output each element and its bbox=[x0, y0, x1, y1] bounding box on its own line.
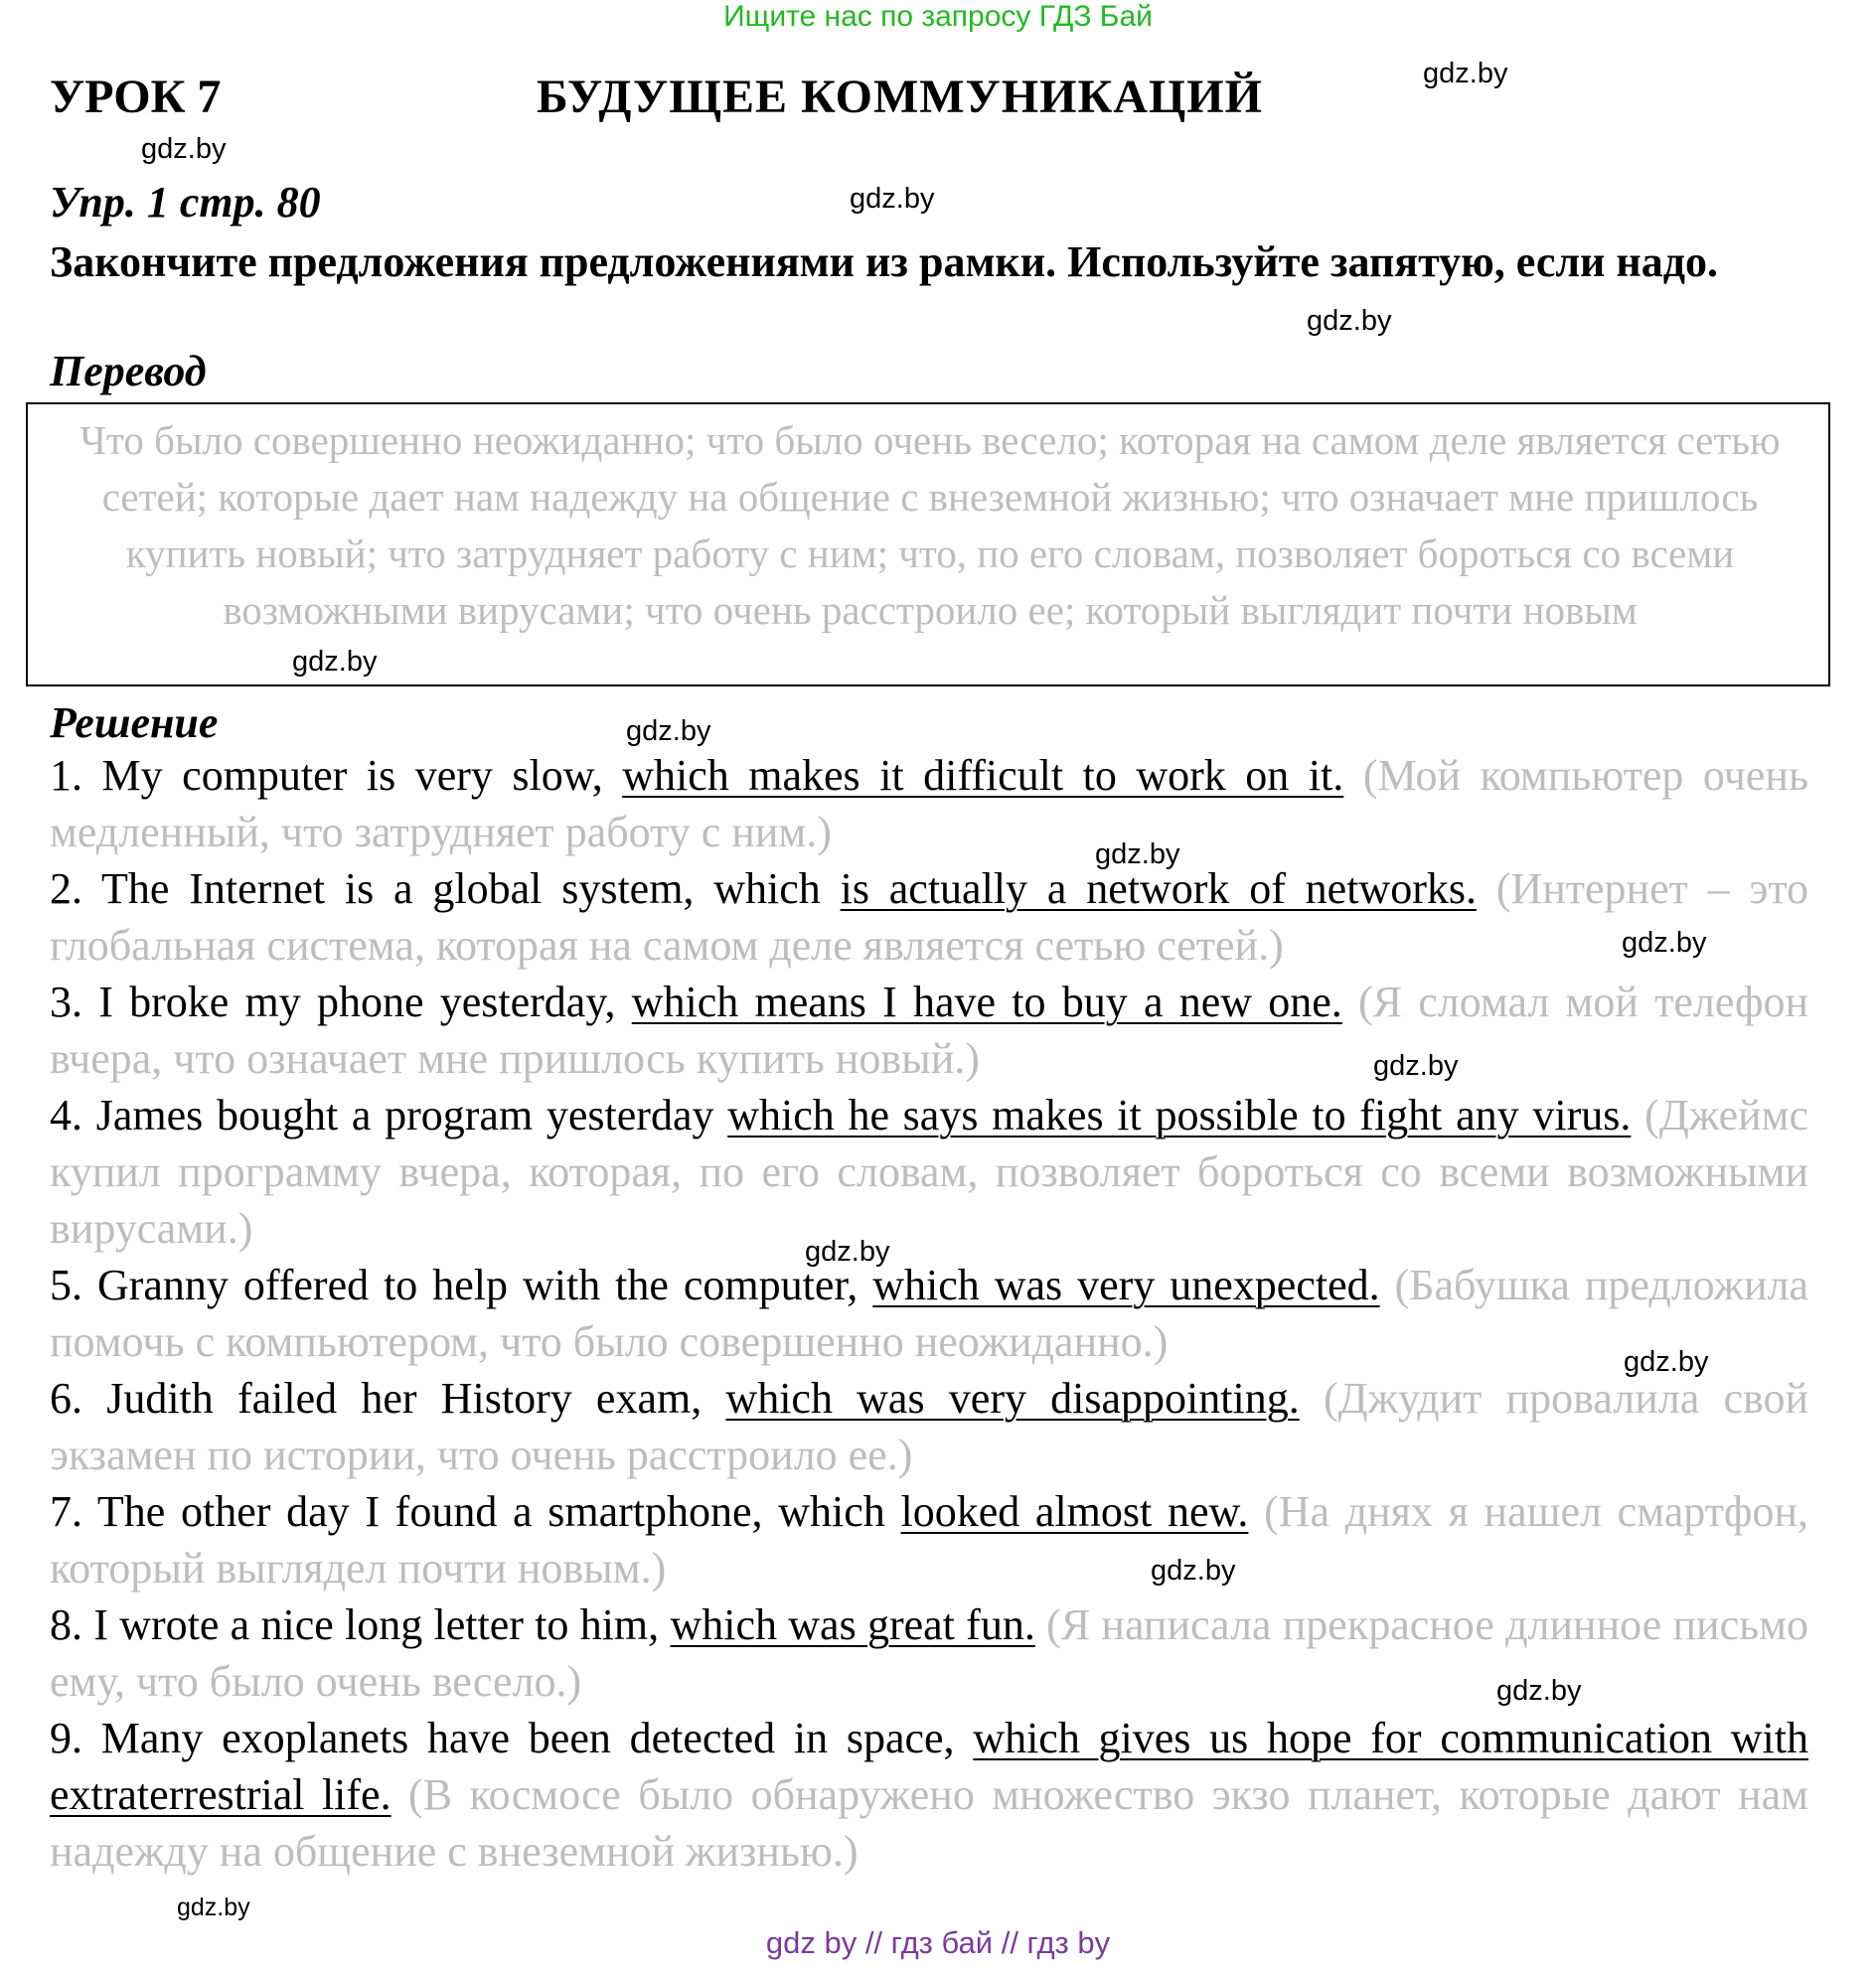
watermark: gdz.by bbox=[177, 1894, 250, 1921]
item-translation: (Я написала прекрасное длинное письмо ему, что было очень весело.) bbox=[50, 1600, 1809, 1706]
item-answer: which means I have to buy a new one. bbox=[631, 978, 1342, 1026]
item-answer: which makes it difficult to work on it. bbox=[622, 751, 1344, 800]
phrase-box bbox=[26, 402, 1830, 686]
item-answer: looked almost new. bbox=[900, 1487, 1249, 1536]
item-sentence-start: The Internet is a global system, which bbox=[101, 864, 821, 913]
item-answer: which he says makes it possible to fight any virus. bbox=[727, 1091, 1632, 1139]
watermark: gdz.by bbox=[850, 183, 935, 215]
exercise-reference: Упр. 1 стр. 80 bbox=[50, 178, 321, 227]
item-number: 8. bbox=[50, 1600, 82, 1649]
item-answer: is actually a network of networks. bbox=[840, 864, 1477, 913]
solution-item bbox=[50, 1370, 1808, 1483]
item-translation: (Интернет – это глобальная система, которая на самом деле является сетью сетей.) bbox=[50, 864, 1809, 970]
item-translation: (Мой компьютер очень медленный, что затрудняет работу с ним.) bbox=[50, 751, 1809, 856]
footer-links: gdz by // гдз бай // гдз by bbox=[765, 1925, 1111, 1960]
solution-item bbox=[50, 747, 1808, 860]
lesson-title: БУДУЩЕЕ КОММУНИКАЦИЙ bbox=[537, 71, 1263, 123]
item-translation: (На днях я нашел смартфон, который выглядел почти новым.) bbox=[50, 1487, 1808, 1593]
item-number: 1. bbox=[50, 751, 82, 800]
watermark: gdz.by bbox=[292, 646, 378, 678]
solution-item bbox=[50, 974, 1808, 1087]
watermark: gdz.by bbox=[626, 715, 711, 747]
item-translation: (Бабушка предложила помочь с компьютером, что было совершенно неожиданно.) bbox=[50, 1261, 1809, 1366]
item-number: 7. bbox=[50, 1487, 82, 1536]
item-translation: (Я сломал мой телефон вчера, что означает мне пришлось купить новый.) bbox=[50, 978, 1809, 1083]
item-number: 3. bbox=[50, 978, 82, 1026]
item-sentence-start: I wrote a nice long letter to him, bbox=[93, 1600, 660, 1649]
item-number: 4. bbox=[50, 1091, 82, 1139]
solution-item bbox=[50, 1257, 1808, 1370]
watermark: gdz.by bbox=[1496, 1675, 1582, 1707]
item-sentence-start: My computer is very slow, bbox=[101, 751, 603, 800]
item-translation: (Джудит провалила свой экзамен по истории, что очень расстроило ее.) bbox=[50, 1374, 1808, 1479]
item-sentence-start: Judith failed her History exam, bbox=[106, 1374, 703, 1423]
item-sentence-start: James bought a program yesterday bbox=[95, 1091, 714, 1139]
item-number: 5. bbox=[50, 1261, 82, 1309]
watermark: gdz.by bbox=[1095, 838, 1180, 870]
item-number: 9. bbox=[50, 1714, 82, 1762]
translation-heading: Перевод bbox=[50, 347, 207, 395]
item-sentence-start: Many exoplanets have been detected in space, bbox=[100, 1714, 955, 1762]
watermark: gdz.by bbox=[1624, 1346, 1709, 1378]
watermark: gdz.by bbox=[1373, 1050, 1459, 1082]
watermark: gdz.by bbox=[1423, 58, 1508, 89]
phrase-box-text: Что было совершенно неожиданно; что было очень весело; которая на самом деле является сетью сетей; которые дает нам надежду на общение с внеземной жизнью; что означает мне пришлось купить новый; что затрудняет работу с ним; что, по его словам, позволяет бороться со всеми возможными вирусами; что очень расстроило ее; который выглядит почти новым bbox=[79, 417, 1781, 633]
solution-item bbox=[50, 860, 1808, 974]
item-number: 2. bbox=[50, 864, 82, 913]
watermark: gdz.by bbox=[1307, 305, 1392, 337]
solution-list bbox=[50, 747, 1808, 1880]
item-answer: which was very disappointing. bbox=[725, 1374, 1300, 1423]
solution-item bbox=[50, 1483, 1808, 1596]
item-translation: (В космосе было обнаружено множество экзо планет, которые дают нам надежду на общение с внеземной жизнью.) bbox=[50, 1770, 1808, 1876]
solution-item bbox=[50, 1710, 1808, 1880]
item-answer: which was great fun. bbox=[670, 1600, 1035, 1649]
item-sentence-start: The other day I found a smartphone, which bbox=[96, 1487, 885, 1536]
item-number: 6. bbox=[50, 1374, 82, 1423]
watermark: gdz.by bbox=[1622, 927, 1707, 959]
item-answer: which was very unexpected. bbox=[872, 1261, 1380, 1309]
watermark: gdz.by bbox=[805, 1236, 890, 1268]
top-banner: Ищите нас по запросу ГДЗ Бай bbox=[723, 0, 1153, 33]
item-sentence-start: Granny offered to help with the computer, bbox=[96, 1261, 859, 1309]
solution-item bbox=[50, 1087, 1808, 1257]
watermark: gdz.by bbox=[141, 133, 227, 165]
exercise-instruction: Закончите предложения предложениями из рамки. Используйте запятую, если надо. bbox=[50, 237, 1719, 286]
lesson-number: УРОК 7 bbox=[50, 71, 222, 123]
item-sentence-start: I broke my phone yesterday, bbox=[98, 978, 616, 1026]
solution-heading: Решение bbox=[50, 698, 219, 747]
watermark: gdz.by bbox=[1151, 1555, 1236, 1587]
item-answer: which gives us hope for communication with extraterrestrial life. bbox=[50, 1714, 1808, 1819]
item-translation: (Джеймс купил программу вчера, которая, по его словам, позволяет бороться со всеми возможными вирусами.) bbox=[50, 1091, 1809, 1253]
